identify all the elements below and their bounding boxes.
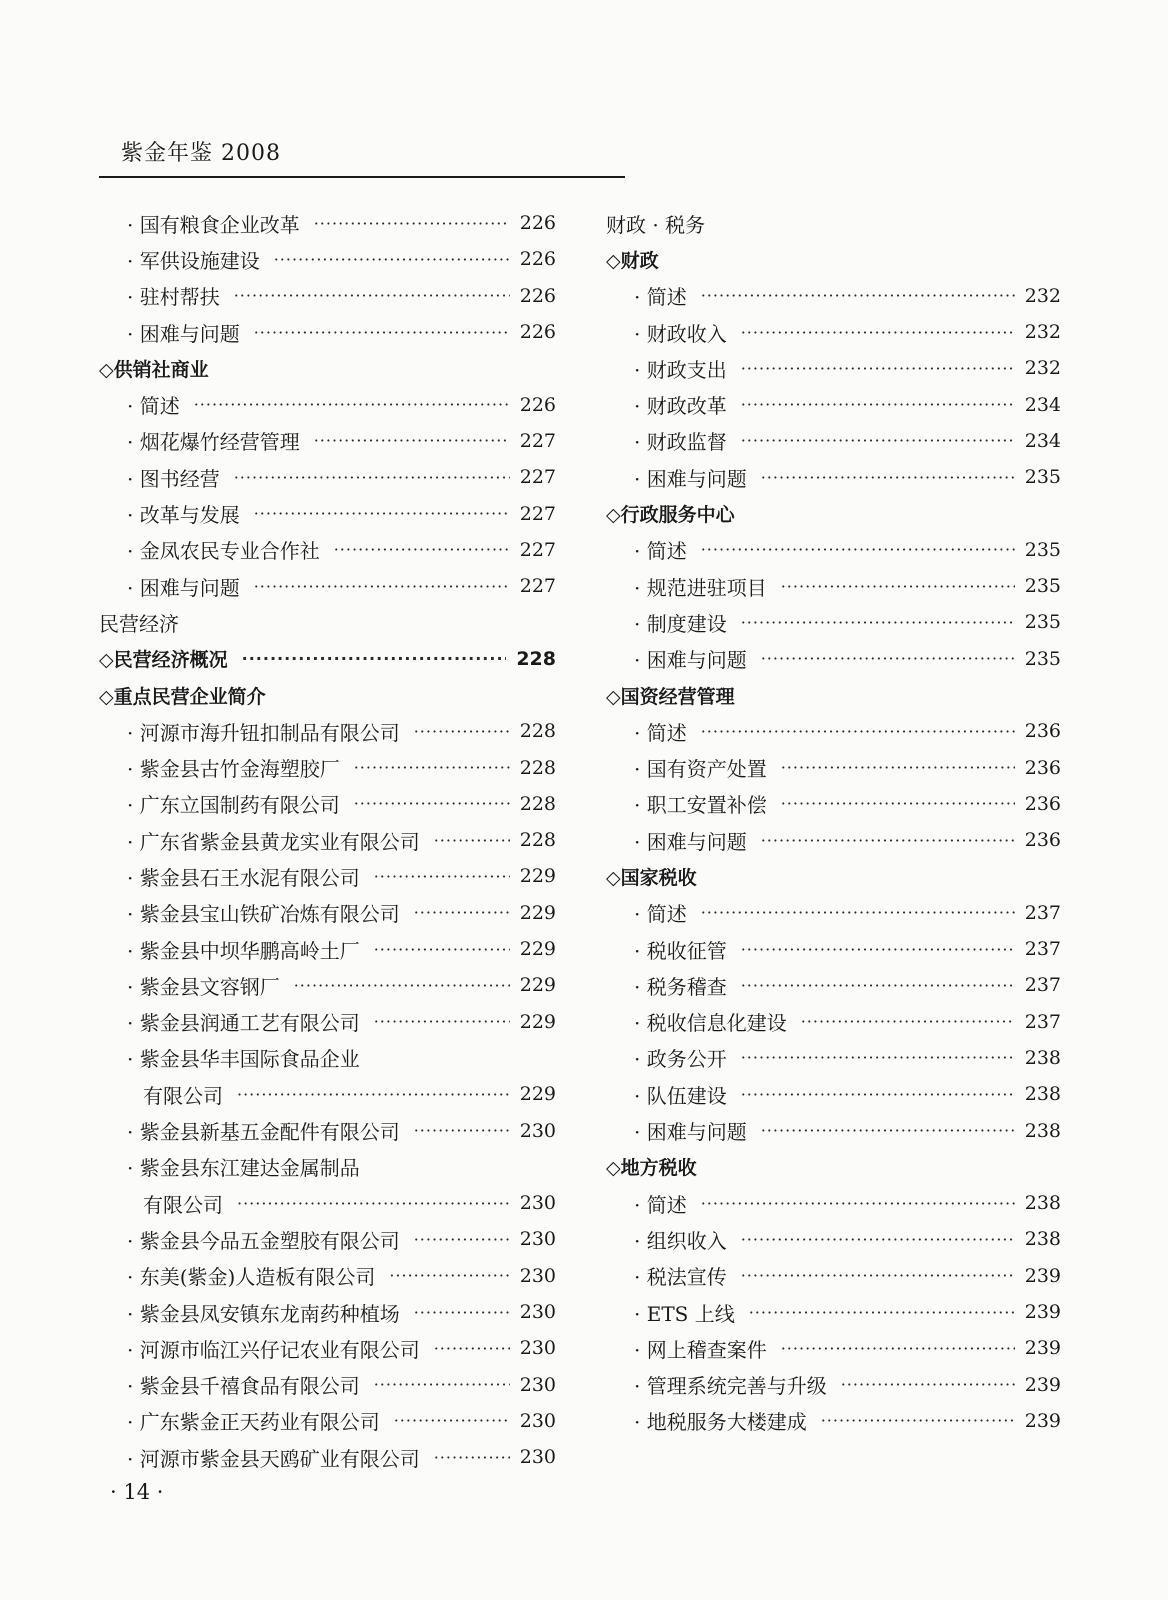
toc-entry-title: · 税收信息化建设 bbox=[634, 1011, 787, 1036]
dot-leader bbox=[254, 323, 510, 342]
toc-entry[interactable] bbox=[99, 1439, 556, 1475]
toc-entry-title: · 地税服务大楼建成 bbox=[634, 1410, 807, 1435]
toc-page-number: 227 bbox=[519, 502, 556, 525]
toc-page-number: 226 bbox=[519, 248, 556, 271]
toc-entry[interactable] bbox=[606, 713, 1061, 749]
toc-entry[interactable] bbox=[99, 568, 556, 604]
toc-page-number: 235 bbox=[1024, 538, 1061, 561]
toc-entry[interactable] bbox=[606, 532, 1061, 568]
dot-leader bbox=[374, 1012, 510, 1031]
toc-page-number: 230 bbox=[519, 1409, 556, 1432]
toc-entry[interactable] bbox=[99, 205, 556, 241]
running-header-title: 紫金年鉴 2008 bbox=[121, 141, 281, 166]
dot-leader bbox=[761, 468, 1015, 487]
toc-page-number: 237 bbox=[1024, 901, 1061, 924]
toc-entry[interactable] bbox=[606, 749, 1061, 785]
toc-entry-title: 民营经济 bbox=[99, 611, 179, 636]
toc-page-number: 234 bbox=[1024, 393, 1061, 416]
dot-leader bbox=[237, 1085, 510, 1104]
toc-entry[interactable] bbox=[606, 1040, 1061, 1076]
toc-entry[interactable] bbox=[99, 1367, 556, 1403]
dot-leader bbox=[781, 577, 1015, 596]
toc-page-number: 228 bbox=[519, 720, 556, 743]
toc-entry[interactable] bbox=[606, 895, 1061, 931]
dot-leader bbox=[374, 867, 510, 886]
dot-leader bbox=[741, 395, 1015, 414]
toc-entry-title: · 财政支出 bbox=[634, 357, 727, 382]
toc-entry-title: · ETS 上线 bbox=[634, 1301, 735, 1326]
toc-section-heading[interactable] bbox=[99, 641, 556, 677]
dot-leader bbox=[741, 940, 1015, 959]
toc-entry-title: · 税法宣传 bbox=[634, 1265, 727, 1290]
dot-leader bbox=[741, 613, 1015, 632]
toc-entry[interactable] bbox=[99, 241, 556, 277]
toc-entry[interactable] bbox=[99, 895, 556, 931]
toc-entry-title: · 困难与问题 bbox=[634, 829, 747, 854]
toc-page-number: 230 bbox=[519, 1301, 556, 1324]
toc-entry-title: · 困难与问题 bbox=[127, 575, 240, 600]
toc-page-number: 238 bbox=[1024, 1119, 1061, 1142]
toc-entry-title: · 政务公开 bbox=[634, 1047, 727, 1072]
dot-leader bbox=[414, 1230, 510, 1249]
dot-leader bbox=[741, 976, 1015, 995]
toc-page-number: 229 bbox=[519, 901, 556, 924]
toc-page-number: 235 bbox=[1024, 575, 1061, 598]
toc-page-number: 230 bbox=[519, 1373, 556, 1396]
toc-page-number: 227 bbox=[519, 538, 556, 561]
toc-entry[interactable] bbox=[606, 386, 1061, 422]
toc-page-number: 235 bbox=[1024, 647, 1061, 670]
toc-entry-title: · 简述 bbox=[634, 720, 687, 745]
toc-page-number: 238 bbox=[1024, 1192, 1061, 1215]
toc-entry-title: · 紫金县石王水泥有限公司 bbox=[127, 865, 360, 890]
toc-entry[interactable] bbox=[99, 749, 556, 785]
toc-entry-title: · 困难与问题 bbox=[634, 466, 747, 491]
toc-entry[interactable] bbox=[99, 786, 556, 822]
toc-section-heading bbox=[606, 1149, 1061, 1185]
toc-entry-title: · 广东省紫金县黄龙实业有限公司 bbox=[127, 829, 420, 854]
toc-page-number: 232 bbox=[1024, 321, 1061, 344]
toc-entry[interactable] bbox=[606, 314, 1061, 350]
toc-entry-title: · 简述 bbox=[127, 394, 180, 419]
toc-entry-title: · 东美(紫金)人造板有限公司 bbox=[127, 1265, 376, 1290]
toc-entry[interactable] bbox=[606, 1112, 1061, 1148]
toc-page-number: 230 bbox=[519, 1228, 556, 1251]
toc-page-number: 226 bbox=[519, 284, 556, 307]
toc-page-number: 228 bbox=[519, 792, 556, 815]
toc-entry-title: · 河源市海升钮扣制品有限公司 bbox=[127, 720, 400, 745]
dot-leader bbox=[781, 794, 1015, 813]
toc-section-heading bbox=[606, 677, 1061, 713]
toc-entry-title: 有限公司 bbox=[143, 1083, 223, 1108]
toc-page-number: 229 bbox=[519, 938, 556, 961]
toc-category-label bbox=[606, 205, 1061, 241]
toc-entry-title: · 国有资产处置 bbox=[634, 757, 767, 782]
dot-leader bbox=[741, 1266, 1015, 1285]
toc-entry-title: ◇民营经济概况 bbox=[99, 649, 228, 672]
toc-entry-title: ◇行政服务中心 bbox=[606, 504, 735, 527]
toc-section-heading bbox=[606, 241, 1061, 277]
toc-entry[interactable] bbox=[99, 1112, 556, 1148]
dot-leader bbox=[354, 758, 510, 777]
toc-page-number: 226 bbox=[519, 393, 556, 416]
toc-entry[interactable] bbox=[606, 641, 1061, 677]
dot-leader bbox=[194, 395, 510, 414]
toc-entry-title: · 紫金县中坝华鹏高岭土厂 bbox=[127, 938, 360, 963]
toc-entry[interactable] bbox=[99, 1330, 556, 1366]
toc-entry-title: · 紫金县东江建达金属制品 bbox=[127, 1156, 360, 1181]
toc-entry-title: · 紫金县古竹金海塑胶厂 bbox=[127, 757, 340, 782]
toc-entry-title: · 河源市紫金县天鸥矿业有限公司 bbox=[127, 1446, 420, 1471]
toc-entry-title: · 简述 bbox=[634, 285, 687, 310]
dot-leader bbox=[242, 649, 507, 668]
dot-leader bbox=[234, 468, 510, 487]
toc-section-heading bbox=[99, 677, 556, 713]
toc-entry-title: · 紫金县凤安镇东龙南药种植场 bbox=[127, 1301, 400, 1326]
dot-leader bbox=[314, 431, 510, 450]
toc-entry[interactable] bbox=[99, 1185, 556, 1221]
toc-entry[interactable] bbox=[99, 967, 556, 1003]
dot-leader bbox=[434, 1448, 510, 1467]
toc-page-number: 239 bbox=[1024, 1373, 1061, 1396]
toc-entry[interactable] bbox=[99, 278, 556, 314]
toc-entry-title: · 河源市临江兴仔记农业有限公司 bbox=[127, 1337, 420, 1362]
toc-entry-title: · 紫金县今品五金塑胶有限公司 bbox=[127, 1228, 400, 1253]
toc-page-number: 232 bbox=[1024, 357, 1061, 380]
toc-entry-title: 财政 · 税务 bbox=[606, 212, 706, 237]
toc-entry[interactable] bbox=[606, 1004, 1061, 1040]
toc-entry-title: · 困难与问题 bbox=[634, 648, 747, 673]
dot-leader bbox=[841, 1375, 1015, 1394]
toc-page-number: 232 bbox=[1024, 284, 1061, 307]
toc-entry[interactable] bbox=[606, 822, 1061, 858]
dot-leader bbox=[741, 323, 1015, 342]
toc-page-number: 237 bbox=[1024, 1010, 1061, 1033]
toc-entry-title: · 规范进驻项目 bbox=[634, 575, 767, 600]
toc-entry[interactable] bbox=[99, 1294, 556, 1330]
toc-entry-title: · 困难与问题 bbox=[634, 1120, 747, 1145]
toc-entry[interactable] bbox=[99, 423, 556, 459]
toc-entry[interactable] bbox=[99, 1403, 556, 1439]
toc-page-number: 237 bbox=[1024, 974, 1061, 997]
toc-page-number: 236 bbox=[1024, 829, 1061, 852]
dot-leader bbox=[741, 1230, 1015, 1249]
toc-page-number: 236 bbox=[1024, 756, 1061, 779]
toc-page-number: 239 bbox=[1024, 1337, 1061, 1360]
toc-entry-title: · 简述 bbox=[634, 539, 687, 564]
toc-page-number: 236 bbox=[1024, 792, 1061, 815]
toc-entry-title: · 金凤农民专业合作社 bbox=[127, 539, 320, 564]
toc-entry[interactable] bbox=[99, 858, 556, 894]
toc-page-number: 235 bbox=[1024, 466, 1061, 489]
dot-leader bbox=[414, 722, 510, 741]
dot-leader bbox=[374, 1375, 510, 1394]
dot-leader bbox=[749, 1303, 1015, 1322]
toc-page-number: 238 bbox=[1024, 1046, 1061, 1069]
toc-entry[interactable] bbox=[606, 1294, 1061, 1330]
dot-leader bbox=[414, 1121, 510, 1140]
toc-entry-title: 有限公司 bbox=[143, 1192, 223, 1217]
toc-page-number: 229 bbox=[519, 1010, 556, 1033]
dot-leader bbox=[237, 1194, 510, 1213]
toc-entry-title: · 紫金县新基五金配件有限公司 bbox=[127, 1120, 400, 1145]
toc-entry-title: · 紫金县宝山铁矿冶炼有限公司 bbox=[127, 902, 400, 927]
toc-entry-title: · 税收征管 bbox=[634, 938, 727, 963]
toc-page-number: 228 bbox=[519, 829, 556, 852]
toc-page-number: 239 bbox=[1024, 1409, 1061, 1432]
toc-entry-title: ◇财政 bbox=[606, 249, 659, 272]
toc-entry[interactable] bbox=[99, 314, 556, 350]
toc-entry-title: · 图书经营 bbox=[127, 466, 220, 491]
dot-leader bbox=[701, 1194, 1015, 1213]
toc-page-number: 239 bbox=[1024, 1264, 1061, 1287]
toc-entry-title: · 国有粮食企业改革 bbox=[127, 212, 300, 237]
toc-entry[interactable] bbox=[606, 1185, 1061, 1221]
toc-page-number: 237 bbox=[1024, 938, 1061, 961]
dot-leader bbox=[821, 1411, 1015, 1430]
toc-entry[interactable] bbox=[606, 1403, 1061, 1439]
toc-entry[interactable] bbox=[99, 931, 556, 967]
dot-leader bbox=[701, 286, 1015, 305]
toc-entry[interactable] bbox=[606, 604, 1061, 640]
toc-section-heading bbox=[606, 495, 1061, 531]
dot-leader bbox=[781, 1339, 1015, 1358]
toc-section-heading bbox=[99, 350, 556, 386]
dot-leader bbox=[374, 940, 510, 959]
dot-leader bbox=[741, 1048, 1015, 1067]
toc-entry-title: · 广东立国制药有限公司 bbox=[127, 793, 340, 818]
dot-leader bbox=[354, 794, 510, 813]
toc-page-number: 230 bbox=[519, 1264, 556, 1287]
toc-entry-title: · 财政监督 bbox=[634, 430, 727, 455]
dot-leader bbox=[254, 504, 510, 523]
toc-entry[interactable] bbox=[606, 1258, 1061, 1294]
toc-page-number: 228 bbox=[516, 647, 556, 670]
toc-entry[interactable] bbox=[606, 967, 1061, 1003]
toc-entry-title: ◇重点民营企业简介 bbox=[99, 685, 266, 708]
toc-entry-title: · 网上稽查案件 bbox=[634, 1337, 767, 1362]
toc-page-number: 230 bbox=[519, 1337, 556, 1360]
dot-leader bbox=[801, 1012, 1015, 1031]
toc-entry-title: · 管理系统完善与升级 bbox=[634, 1374, 827, 1399]
toc-entry[interactable] bbox=[99, 459, 556, 495]
dot-leader bbox=[761, 649, 1015, 668]
toc-entry bbox=[99, 1149, 556, 1185]
dot-leader bbox=[414, 903, 510, 922]
toc-entry-title: ◇国家税收 bbox=[606, 866, 697, 889]
toc-category-label bbox=[99, 604, 556, 640]
toc-entry-title: · 简述 bbox=[634, 902, 687, 927]
toc-entry[interactable] bbox=[606, 350, 1061, 386]
dot-leader bbox=[701, 903, 1015, 922]
toc-entry[interactable] bbox=[606, 423, 1061, 459]
toc-page-number: 229 bbox=[519, 1083, 556, 1106]
toc-column-right bbox=[606, 205, 1061, 1439]
toc-page-number: 238 bbox=[1024, 1083, 1061, 1106]
dot-leader bbox=[761, 1121, 1015, 1140]
toc-page-number: 239 bbox=[1024, 1301, 1061, 1324]
toc-entry-title: · 税务稽查 bbox=[634, 974, 727, 999]
toc-entry[interactable] bbox=[99, 1258, 556, 1294]
toc-entry[interactable] bbox=[606, 1330, 1061, 1366]
toc-entry-title: · 队伍建设 bbox=[634, 1083, 727, 1108]
toc-page-number: 236 bbox=[1024, 720, 1061, 743]
dot-leader bbox=[434, 1339, 510, 1358]
toc-entry[interactable] bbox=[99, 532, 556, 568]
toc-entry-title: · 烟花爆竹经营管理 bbox=[127, 430, 300, 455]
toc-entry-title: · 职工安置补偿 bbox=[634, 793, 767, 818]
dot-leader bbox=[254, 577, 510, 596]
toc-page-number: 230 bbox=[519, 1192, 556, 1215]
header-rule bbox=[99, 176, 625, 178]
page-number: · 14 · bbox=[110, 1480, 164, 1504]
toc-entry-title: · 紫金县文容钢厂 bbox=[127, 974, 280, 999]
toc-entry-title: · 改革与发展 bbox=[127, 503, 240, 528]
dot-leader bbox=[741, 1085, 1015, 1104]
toc-entry[interactable] bbox=[99, 713, 556, 749]
toc-page-number: 226 bbox=[519, 212, 556, 235]
toc-page-number: 229 bbox=[519, 974, 556, 997]
toc-entry[interactable] bbox=[606, 786, 1061, 822]
toc-entry-title: · 制度建设 bbox=[634, 611, 727, 636]
toc-entry-title: · 驻村帮扶 bbox=[127, 285, 220, 310]
dot-leader bbox=[394, 1411, 510, 1430]
dot-leader bbox=[741, 359, 1015, 378]
dot-leader bbox=[389, 1266, 509, 1285]
toc-page-number: 227 bbox=[519, 466, 556, 489]
toc-page-number: 230 bbox=[519, 1446, 556, 1469]
toc-page-number: 235 bbox=[1024, 611, 1061, 634]
toc-page-number: 229 bbox=[519, 865, 556, 888]
dot-leader bbox=[294, 976, 510, 995]
toc-entry-title: ◇地方税收 bbox=[606, 1157, 697, 1180]
toc-page-number: 230 bbox=[519, 1119, 556, 1142]
toc-page-number: 234 bbox=[1024, 429, 1061, 452]
toc-entry[interactable] bbox=[606, 1367, 1061, 1403]
toc-page-number: 238 bbox=[1024, 1228, 1061, 1251]
dot-leader bbox=[761, 831, 1015, 850]
dot-leader bbox=[701, 540, 1015, 559]
toc-entry-title: · 紫金县华丰国际食品企业 bbox=[127, 1047, 360, 1072]
toc-entry[interactable] bbox=[606, 568, 1061, 604]
dot-leader bbox=[741, 431, 1015, 450]
dot-leader bbox=[781, 758, 1015, 777]
toc-entry[interactable] bbox=[99, 822, 556, 858]
toc-page-number: 227 bbox=[519, 429, 556, 452]
toc-entry-title: · 财政改革 bbox=[634, 394, 727, 419]
toc-entry[interactable] bbox=[99, 495, 556, 531]
toc-entry[interactable] bbox=[606, 459, 1061, 495]
toc-column-left bbox=[99, 205, 556, 1475]
toc-entry-title: · 军供设施建设 bbox=[127, 248, 260, 273]
dot-leader bbox=[274, 250, 510, 269]
dot-leader bbox=[414, 1303, 510, 1322]
toc-entry[interactable] bbox=[606, 1076, 1061, 1112]
toc-entry[interactable] bbox=[606, 931, 1061, 967]
dot-leader bbox=[234, 286, 510, 305]
dot-leader bbox=[314, 214, 510, 233]
toc-entry-title: ◇供销社商业 bbox=[99, 358, 209, 381]
dot-leader bbox=[701, 722, 1015, 741]
toc-entry-title: · 困难与问题 bbox=[127, 321, 240, 346]
toc-entry-title: · 紫金县润通工艺有限公司 bbox=[127, 1011, 360, 1036]
toc-entry[interactable] bbox=[606, 278, 1061, 314]
toc-page-number: 228 bbox=[519, 756, 556, 779]
toc-entry-title: ◇国资经营管理 bbox=[606, 685, 735, 708]
toc-page-number: 227 bbox=[519, 575, 556, 598]
toc-entry-title: · 紫金县千禧食品有限公司 bbox=[127, 1374, 360, 1399]
dot-leader bbox=[434, 831, 510, 850]
toc-page-number: 226 bbox=[519, 321, 556, 344]
toc-entry bbox=[99, 1040, 556, 1076]
toc-entry[interactable] bbox=[99, 386, 556, 422]
toc-entry[interactable] bbox=[99, 1004, 556, 1040]
toc-entry[interactable] bbox=[99, 1221, 556, 1257]
toc-entry[interactable] bbox=[99, 1076, 556, 1112]
toc-entry-title: · 财政收入 bbox=[634, 321, 727, 346]
toc-entry-title: · 组织收入 bbox=[634, 1228, 727, 1253]
toc-entry-title: · 广东紫金正天药业有限公司 bbox=[127, 1410, 380, 1435]
dot-leader bbox=[334, 540, 510, 559]
toc-entry[interactable] bbox=[606, 1221, 1061, 1257]
toc-entry-title: · 简述 bbox=[634, 1192, 687, 1217]
toc-section-heading bbox=[606, 858, 1061, 894]
